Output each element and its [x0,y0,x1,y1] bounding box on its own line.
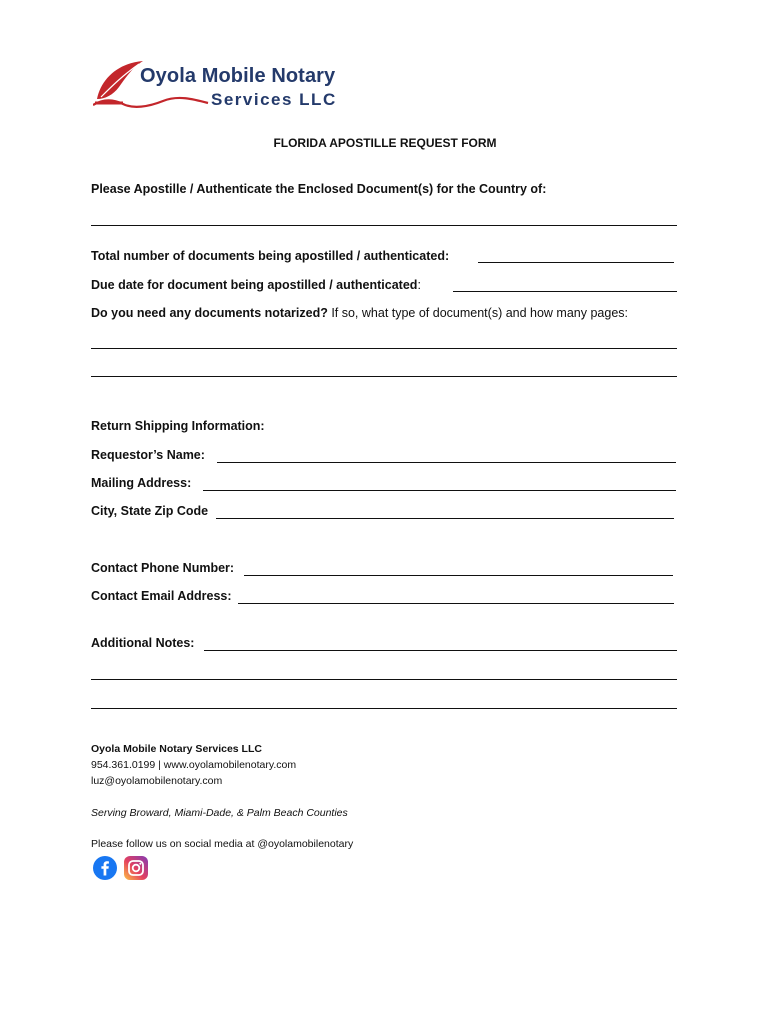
notarized-label: Do you need any documents notarized? [91,306,328,320]
requestor-field[interactable] [217,462,676,463]
country-field[interactable] [91,225,677,226]
footer-email: luz@oyolamobilenotary.com [91,775,223,787]
notes-field-line-2[interactable] [91,679,677,680]
notarized-row [91,306,628,320]
form-title: FLORIDA APOSTILLE REQUEST FORM [273,136,497,150]
email-label: Contact Email Address: [91,589,232,603]
mailing-field[interactable] [203,490,676,491]
instagram-icon[interactable] [124,856,148,880]
phone-field[interactable] [244,575,673,576]
total-docs-field[interactable] [478,262,674,263]
due-date-field[interactable] [453,291,677,292]
company-logo [93,57,363,117]
notarized-field-line-2[interactable] [91,376,677,377]
requestor-label: Requestor’s Name: [91,448,205,462]
mailing-label: Mailing Address: [91,476,192,490]
notes-label: Additional Notes: [91,636,195,650]
city-label: City, State Zip Code [91,504,209,518]
logo-company-suffix: Services LLC [211,90,337,109]
notarized-field-line-1[interactable] [91,348,677,349]
footer-service-area: Serving Broward, Miami-Dade, & Palm Beach Counties [91,807,348,819]
city-field[interactable] [216,518,674,519]
country-label: Please Apostille / Authenticate the Enclosed Document(s) for the Country of: [91,182,547,196]
notes-field-line-1[interactable] [204,650,677,651]
footer-phone-web: 954.361.0199 | www.oyolamobilenotary.com [91,759,297,771]
notarized-hint: If so, what type of document(s) and how many pages: [327,306,629,320]
email-field[interactable] [238,603,674,604]
due-date-colon: : [417,278,421,292]
total-docs-label: Total number of documents being apostilled / authenticated: [91,249,450,263]
logo-company-name: Oyola Mobile Notary [140,65,336,87]
phone-label: Contact Phone Number: [91,561,235,575]
due-date-label: Due date for document being apostilled / authenticated [91,278,418,292]
footer-company: Oyola Mobile Notary Services LLC [91,743,262,755]
facebook-icon[interactable] [93,856,117,880]
footer-social-text: Please follow us on social media at @oyolamobilenotary [91,838,354,850]
notes-field-line-3[interactable] [91,708,677,709]
due-date-row [91,278,421,292]
shipping-heading: Return Shipping Information: [91,419,265,433]
